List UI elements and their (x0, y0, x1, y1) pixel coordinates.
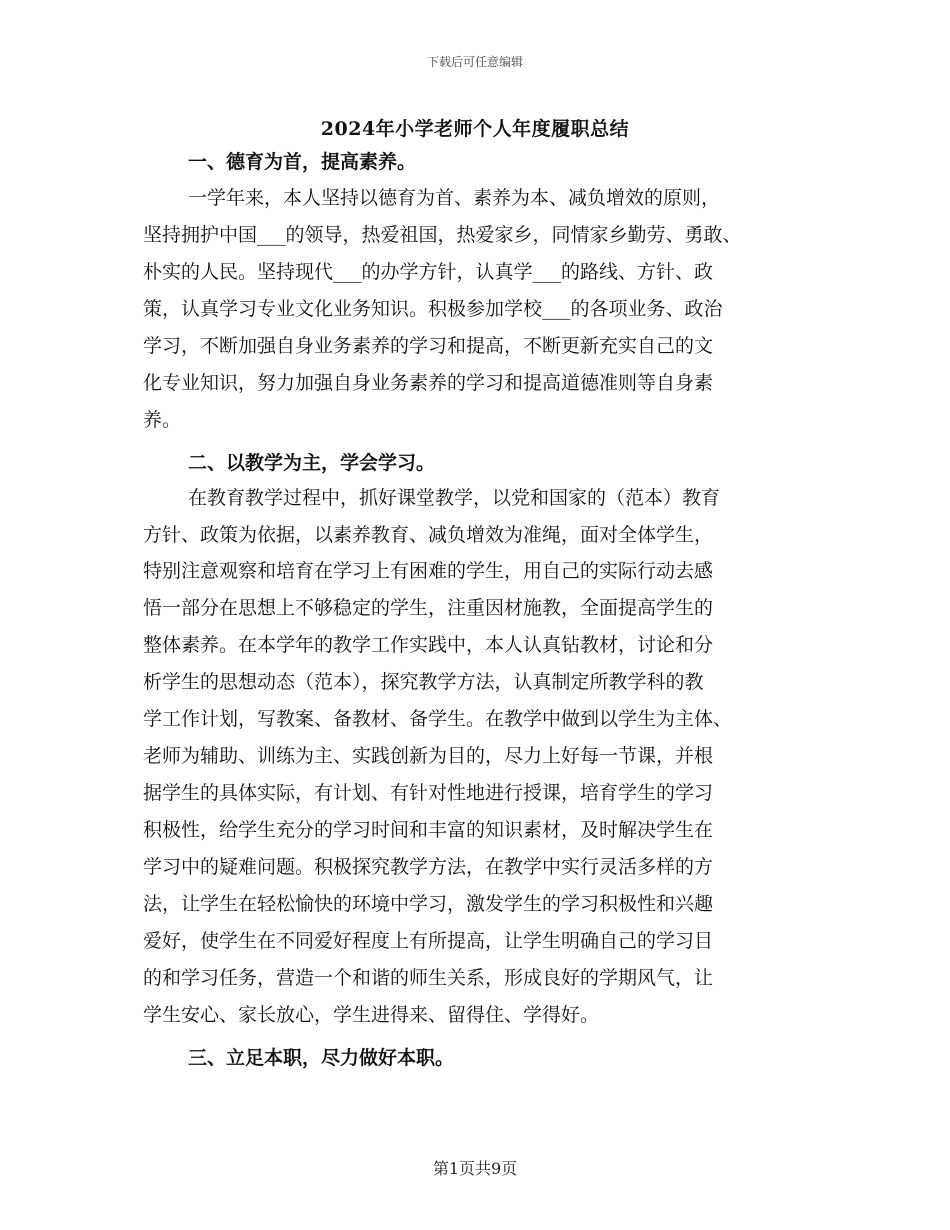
paragraph-line: 化专业知识，努力加强自身业务素养的学习和提高道德准则等自身素 (143, 372, 714, 394)
paragraph-line: 方针、政策为依据，以素养教育、减负增效为准绳，面对全体学生， (143, 524, 714, 546)
section-heading: 一、德育为首，提高素养。 (188, 151, 417, 173)
paragraph-line: 朴实的人民。坚持现代___的办学方针，认真学___的路线、方针、政 (143, 261, 714, 283)
paragraph-line: 析学生的思想动态（范本），探究教学方法，认真制定所教学科的教 (143, 671, 704, 693)
section-heading: 三、立足本职，尽力做好本职。 (188, 1047, 455, 1069)
paragraph-line: 的和学习任务，营造一个和谐的师生关系，形成良好的学期风气，让 (143, 967, 714, 989)
header-note: 下载后可任意编辑 (426, 55, 523, 69)
paragraph-line: 坚持拥护中国___的领导，热爱祖国，热爱家乡，同情家乡勤劳、勇敢、 (143, 224, 742, 246)
paragraph-line: 养。 (143, 409, 182, 431)
paragraph-line: 学习中的疑难问题。积极探究教学方法，在教学中实行灵活多样的方 (143, 856, 714, 878)
paragraph-line: 学生安心、家长放心，学生进得来、留得住、学得好。 (143, 1004, 600, 1026)
paragraph-line: 整体素养。在本学年的教学工作实践中，本人认真钻教材，讨论和分 (143, 634, 714, 656)
paragraph-line: 在教育教学过程中，抓好课堂教学，以党和国家的（范本）教育 (188, 487, 721, 509)
paragraph-line: 据学生的具体实际，有计划、有针对性地进行授课，培育学生的学习 (143, 782, 714, 804)
paragraph-line: 学习，不断加强自身业务素养的学习和提高，不断更新充实自己的文 (143, 335, 714, 357)
paragraph-line: 积极性，给学生充分的学习时间和丰富的知识素材，及时解决学生在 (143, 819, 714, 841)
paragraph-line: 爱好，使学生在不同爱好程度上有所提高，让学生明确自己的学习目 (143, 930, 714, 952)
section-heading: 二、以教学为主，学会学习。 (188, 452, 436, 474)
paragraph-line: 法，让学生在轻松愉快的环境中学习，激发学生的学习积极性和兴趣 (143, 893, 714, 915)
paragraph-line: 策，认真学习专业文化业务知识。积极参加学校___的各项业务、政治 (143, 298, 723, 320)
paragraph-line: 悟一部分在思想上不够稳定的学生，注重因材施教，全面提高学生的 (143, 597, 714, 619)
paragraph-line: 一学年来，本人坚持以德育为首、素养为本、减负增效的原则， (188, 187, 721, 209)
paragraph-line: 老师为辅助、训练为主、实践创新为目的，尽力上好每一节课，并根 (143, 745, 714, 767)
paragraph-line: 学工作计划，写教案、备教材、备学生。在教学中做到以学生为主体、 (143, 708, 733, 730)
page-footer: 第1页共9页 (432, 1159, 518, 1178)
document-title: 2024年小学老师个人年度履职总结 (320, 118, 630, 140)
paragraph-line: 特别注意观察和培育在学习上有困难的学生，用自己的实际行动去感 (143, 560, 714, 582)
